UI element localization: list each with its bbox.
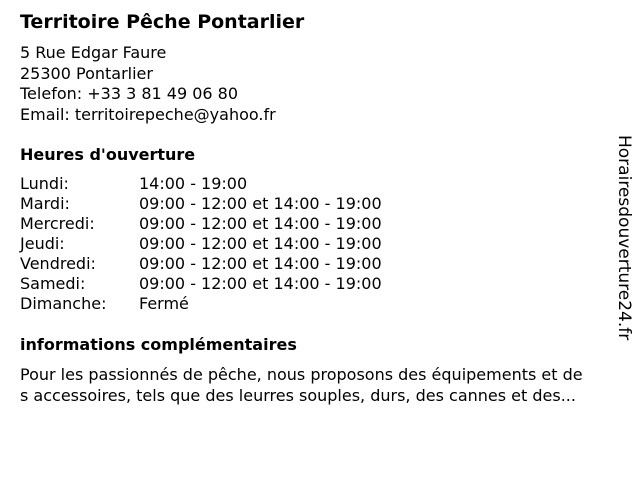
phone-number[interactable]: Telefon: +33 3 81 49 06 80 [20,84,239,103]
description-line: s accessoires, tels que des leurres souples, durs, des cannes et des... [20,386,576,405]
day-label: Lundi: [20,174,69,193]
time-value: 09:00 - 12:00 et 14:00 - 19:00 [139,234,382,253]
time-value: 09:00 - 12:00 et 14:00 - 19:00 [139,274,382,293]
day-label: Mercredi: [20,214,95,233]
day-label: Samedi: [20,274,86,293]
day-label: Dimanche: [20,294,107,313]
street-address: 5 Rue Edgar Faure [20,43,167,62]
city-address: 25300 Pontarlier [20,63,153,83]
time-value: 14:00 - 19:00 [139,174,248,193]
day-label: Jeudi: [20,234,65,253]
time-value: 09:00 - 12:00 et 14:00 - 19:00 [139,254,382,273]
address-block [20,43,276,125]
hours-heading: Heures d'ouverture [20,145,196,164]
day-label: Vendredi: [20,254,96,273]
site-watermark: Horairesdouverture24.fr [614,135,634,341]
time-value: 09:00 - 12:00 et 14:00 - 19:00 [139,194,382,213]
business-name: Territoire Pêche Pontarlier [20,11,305,33]
description-line: Pour les passionnés de pêche, nous proposons des équipements et de [20,365,583,384]
business-description [20,364,632,406]
time-value: 09:00 - 12:00 et 14:00 - 19:00 [139,214,382,233]
time-value: Fermé [139,294,189,313]
email-address[interactable]: Email: territoirepeche@yahoo.fr [20,104,276,124]
day-label: Mardi: [20,194,70,213]
info-heading: informations complémentaires [20,335,297,354]
